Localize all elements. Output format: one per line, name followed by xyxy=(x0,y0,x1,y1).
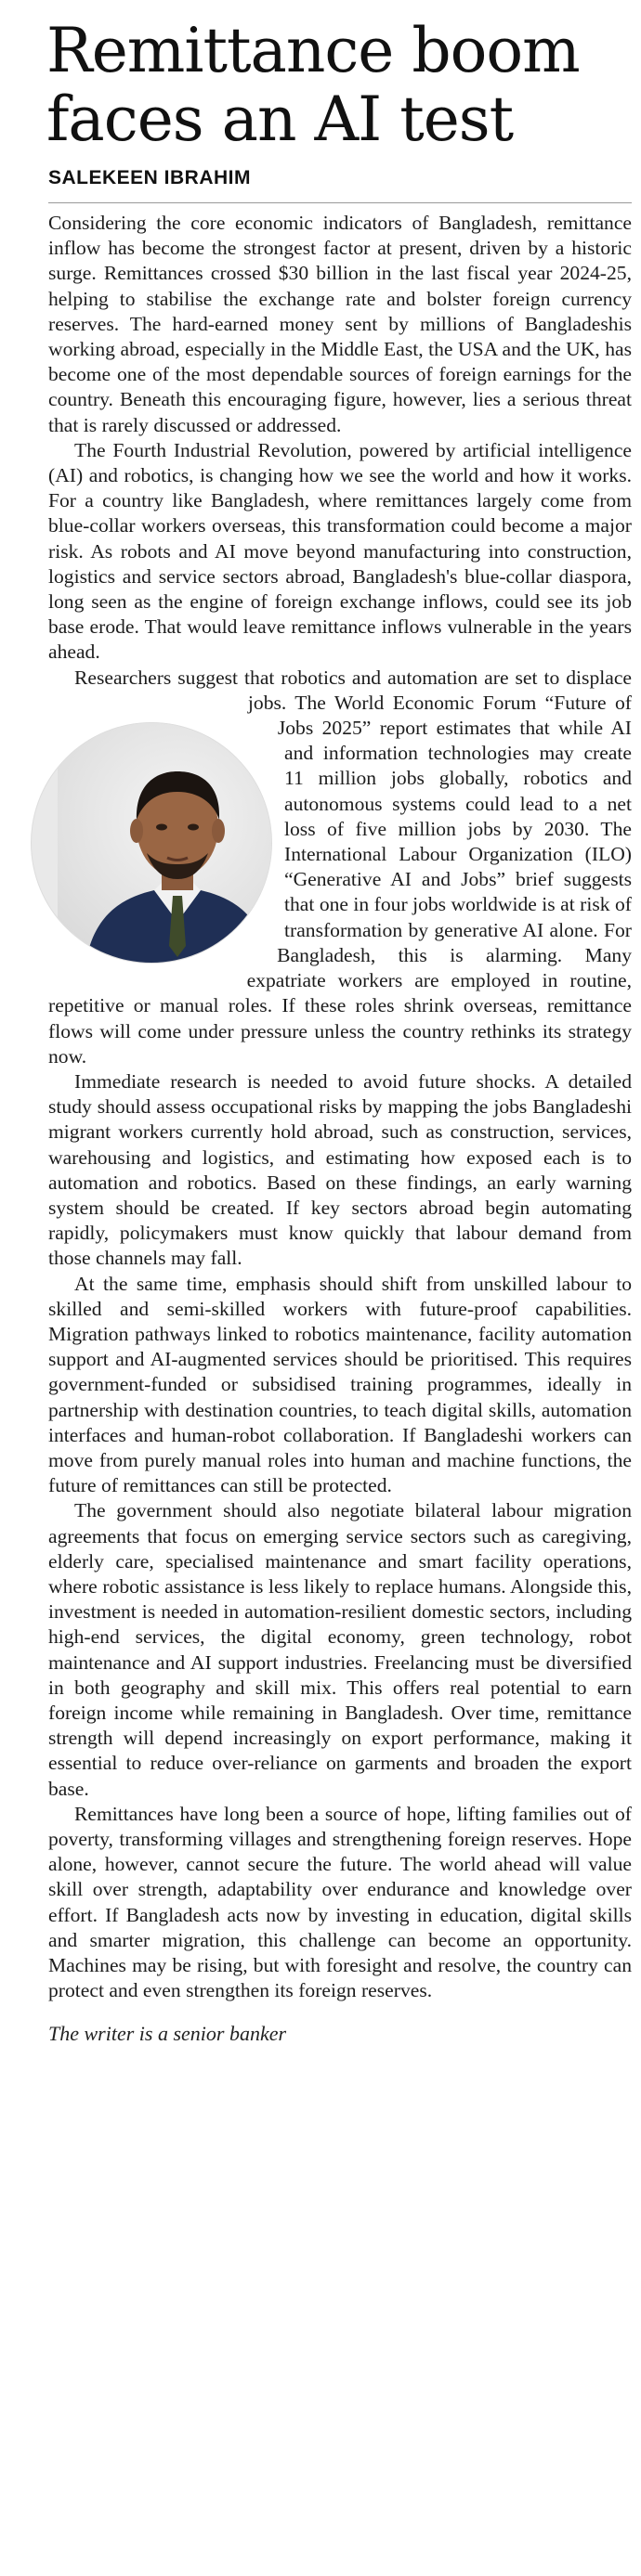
paragraph-5: At the same time, emphasis should shift from unskilled labour to skilled and semi-skilled workers with future-proof capabilities. Migration pathways linked to robotics maintenance, facility automation support and AI-augmented services should be prioritised. This requires government-funded or subsidised training programmes, ideally in partnership with destination countries, to teach digital skills, automation interfaces and human-robot collaboration. If Bangladeshi workers can move from purely manual roles into human and machine functions, the future of remittances can still be protected. xyxy=(48,1272,632,1497)
author-portrait-icon xyxy=(32,723,271,963)
divider xyxy=(48,202,632,203)
paragraph-1: Considering the core economic indicators of Bangladesh, remittance inflow has become the strongest factor at present, driven by a historic surge. Remittances crossed $30 billion in the last fiscal year 2024-25, helping to stabilise the exchange rate and bolster foreign currency reserves. The hard-earned money sent by millions of Bangladeshis working abroad, especially in the Middle East, the USA and the UK, has become one of the most dependable sources of foreign earnings for the country. Beneath this encouraging figure, however, lies a serious threat that is rarely discussed or addressed. xyxy=(48,212,632,436)
byline: SALEKEEN IBRAHIM xyxy=(48,167,252,188)
author-photo-frame xyxy=(30,666,273,1018)
author-note: The writer is a senior banker xyxy=(48,2022,287,2046)
paragraph-6: The government should also negotiate bilateral labour migration agreements that focus on emerging service sectors such as caregiving, elderly care, specialised maintenance and smart facility operations, where robotic assistance is less likely to replace humans. Alongside this, investment is needed in automation-resilient domestic sectors, including high-end services, the digital economy, green technology, robot maintenance and AI support industries. Freelancing must be diversified in both geography and skill mix. This offers real potential to earn foreign income while remaining in Bangladesh. Over time, remittance strength will depend increasingly on export performance, making it essential to reduce over-reliance on garments and broaden the export base. xyxy=(48,1499,632,1800)
paragraph-3 xyxy=(48,666,632,1069)
paragraph-7: Remittances have long been a source of hope, lifting families out of poverty, transforming villages and strengthening foreign reserves. Hope alone, however, cannot secure the future. The world ahead will value skill over strength, adaptability over endurance and knowledge over effort. If Bangladesh acts now by investing in education, digital skills and smarter migration, this challenge can become an opportunity. Machines may be rising, but with foresight and resolve, the country can protect and even strengthen its foreign reserves. xyxy=(48,1802,632,2002)
paragraph-4: Immediate research is needed to avoid future shocks. A detailed study should assess occupational risks by mapping the jobs Bangladeshi migrant workers currently hold abroad, such as construction, services, warehousing and logistics, and estimating how exposed each is to automation and robotics. Based on these findings, an early warning system should be created. If key sectors abroad begin automating rapidly, policymakers must know quickly that labour demand from those channels may fall. xyxy=(48,1069,632,1270)
headline-line-1: Remittance boom xyxy=(46,15,580,86)
paragraph-3-text: Researchers suggest that robotics and automation are set to displace jobs. The World Economic Forum “Future of Jobs 2025” report estimates that while AI and information technologies may create 11 million jobs globally, robotics and autonomous systems could lead to a net loss of five million jobs by 2030. The International Labour Organization (ILO) “Generative AI and Jobs” brief suggests that one in four jobs worldwide is at risk of transformation by generative AI alone. For Bangladesh, this is alarming. Many expatriate workers are employed in routine, repetitive or manual roles. If these roles shrink overseas, remittance flows will come under pressure unless the country rethinks its strategy now. xyxy=(48,666,632,1068)
author-portrait-svg xyxy=(58,723,271,963)
headline xyxy=(46,17,632,154)
paragraph-2: The Fourth Industrial Revolution, powered by artificial intelligence (AI) and robotics, is changing how we see the world and how it works. For a country like Bangladesh, where remittances largely come from blue-collar workers overseas, this transformation could become a major risk. As robots and AI move beyond manufacturing into construction, logistics and service sectors abroad, Bangladesh's blue-collar diaspora, long seen as the engine of foreign exchange inflows, could see its job base erode. That would leave remittance inflows vulnerable in the years ahead. xyxy=(48,438,632,664)
headline-line-2: faces an AI test xyxy=(46,84,514,155)
article-body xyxy=(48,211,632,2003)
